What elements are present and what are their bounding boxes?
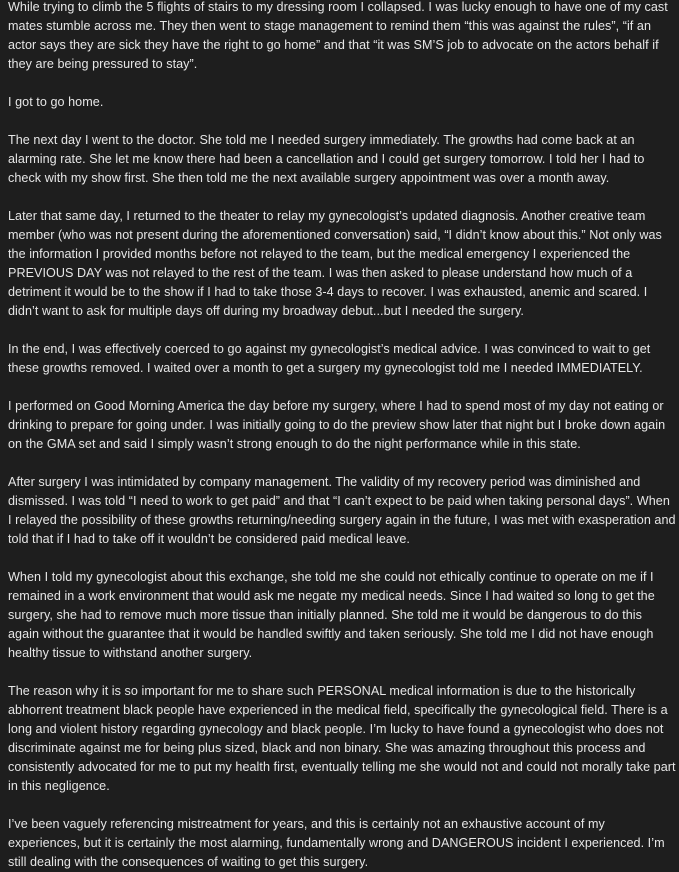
paragraph-went-home: I got to go home. — [8, 95, 104, 109]
statement-document — [8, 0, 676, 872]
paragraph-theater-return: Later that same day, I returned to the theater to relay my gynecologist’s updated diagnosis. Another creative team member (who was not present during the aforementioned conversation) said, “I didn’t know about this.” Not only was the information I provided months before not relayed to the team, but the medical emergency I experienced the PREVIOUS DAY was not relayed to the rest of the team. I was then asked to please understand how much of a detriment it would be to the show if I had to take those 3-4 days to recover. I was exhausted, anemic and scared. I didn’t want to ask for multiple days off during my broadway debut...but I needed the surgery. — [8, 209, 662, 318]
paragraph-doctor-visit: The next day I went to the doctor. She told me I needed surgery immediately. The growths had come back at an alarming rate. She let me know there had been a cancellation and I could get surgery tomorrow. I told her I had to check with my show first. She then told me the next available surgery appointment was over a month away. — [8, 133, 645, 185]
paragraph-after-surgery: After surgery I was intimidated by company management. The validity of my recovery period was diminished and dismissed. I was told “I need to work to get paid” and that “I can’t expect to be paid when taking personal days”. When I relayed the possibility of these growths returning/needing surgery again in the future, I was met with exasperation and told that if I had to take off it wouldn’t be considered paid medical leave. — [8, 475, 676, 546]
paragraph-gma-performance: I performed on Good Morning America the day before my surgery, where I had to spend most of my day not eating or drinking to prepare for going under. I was initially going to do the preview show later that night but I broke down again on the GMA set and said I simply wasn’t strong enough to do the night performance while in this state. — [8, 399, 666, 451]
paragraph-conclusion: I’ve been vaguely referencing mistreatment for years, and this is certainly not an exhaustive account of my experiences, but it is certainly the most alarming, fundamentally wrong and DANGEROUS incident I experienced. I’m still dealing with the consequences of waiting to get this surgery. — [8, 817, 665, 869]
paragraph-coerced: In the end, I was effectively coerced to go against my gynecologist’s medical advice. I was convinced to wait to get these growths removed. I waited over a month to get a surgery my gynecologist told me I needed IMMEDIATELY. — [8, 342, 651, 375]
paragraph-gynecologist-warning: When I told my gynecologist about this exchange, she told me she could not ethically continue to operate on me if I remained in a work environment that would ask me negate my medical needs. Since I had waited so long to get the surgery, she had to remove much more tissue than initially planned. She told me it would be dangerous to do this again without the guarantee that it would be handled swiftly and taken seriously. She told me I did not have enough healthy tissue to withstand another surgery. — [8, 570, 655, 660]
paragraph-reason-sharing: The reason why it is so important for me to share such PERSONAL medical information is due to the historically abhorrent treatment black people have experienced in the medical field, specifically the gynecological field. There is a long and violent history regarding gynecology and black people. I’m lucky to have found a gynecologist who does not discriminate against me for being plus sized, black and non binary. She was amazing throughout this process and consistently advocated for me to put my health first, eventually telling me she would not and could not morally take part in this negligence. — [8, 684, 676, 793]
paragraph-collapse: While trying to climb the 5 flights of stairs to my dressing room I collapsed. I was lucky enough to have one of my cast mates stumble across me. They then went to stage management to remind them “this was against the rules”, “if an actor says they are sick they have the right to go home” and that “it was SM’S job to advocate on the actors behalf if they are being pressured to stay”. — [8, 0, 668, 71]
